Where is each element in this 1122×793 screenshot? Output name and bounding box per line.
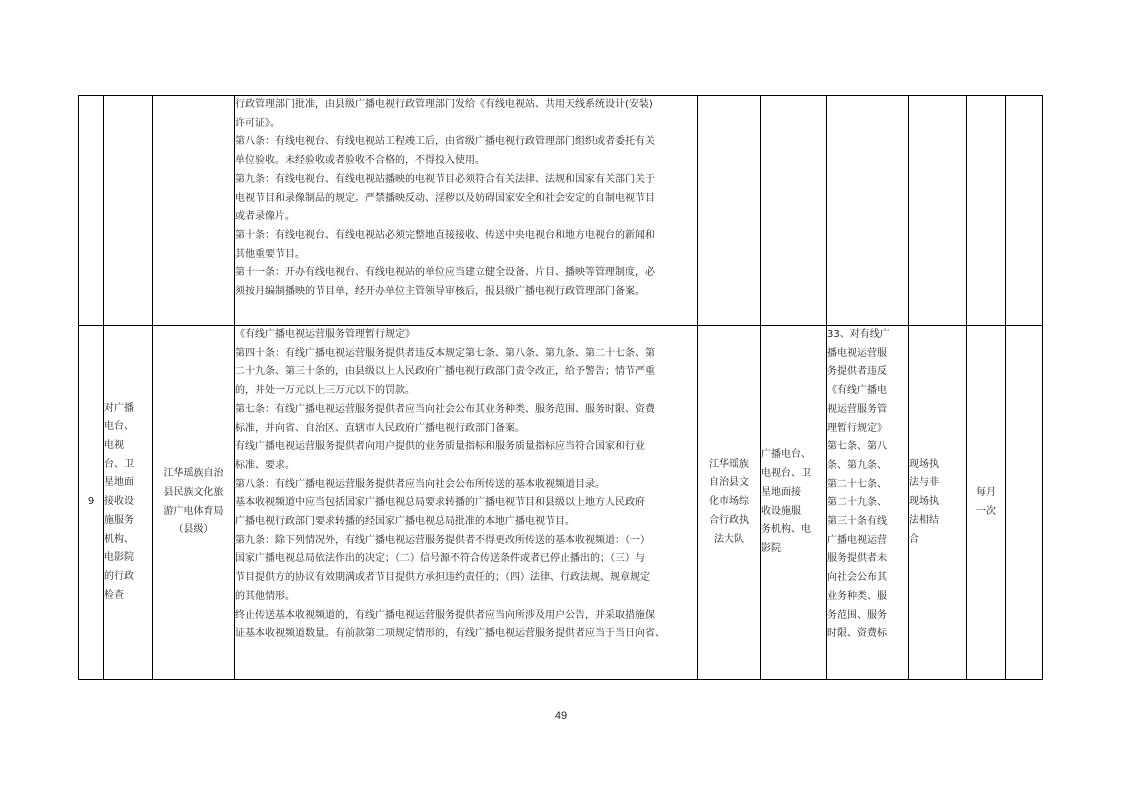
text-line: 对广播 bbox=[104, 402, 134, 414]
inspection-method bbox=[909, 326, 967, 680]
law-text bbox=[235, 326, 698, 680]
text-line: 第八条：有线电视台、有线电视站工程竣工后，由省级广播电视行政管理部门组织或者委托有关 bbox=[235, 136, 655, 148]
text-line: 第十条：有线电视台、有线电视站必须完整地直接接收、传送中央电视台和地方电视台的新闻和 bbox=[235, 229, 655, 241]
text-line: 须按月编制播映的节目单，经开办单位主管领导审核后，报县级广播电视行政管理部门备案。 bbox=[235, 286, 645, 298]
text-line: 每月 bbox=[976, 486, 996, 498]
inspection-target bbox=[761, 326, 827, 680]
text-line: 游广电体育局 bbox=[163, 505, 224, 517]
text-line: 向社会公布其 bbox=[827, 572, 887, 584]
text-line: 标准、要求。 bbox=[235, 459, 295, 471]
text-line: 《有线广播电视运营服务管理暂行规定》 bbox=[235, 329, 415, 340]
text-line: 电视节目和录像制品的规定。严禁播映反动、淫秽以及妨碍国家安全和社会安定的自制电视节目 bbox=[235, 192, 655, 204]
text-line: 现场执 bbox=[909, 496, 939, 508]
text-line: 务机构、电 bbox=[761, 524, 811, 536]
item-name-cell bbox=[104, 96, 153, 326]
text-line: 终止传送基本收视频道的，有线广播电视运营服务提供者应当向所涉及用户公告，并采取措施保 bbox=[235, 609, 655, 621]
text-line: 有线广播电视运营服务提供者向用户提供的业务质量指标和服务质量指标应当符合国家和行业 bbox=[235, 441, 645, 453]
text-line: 国家广播电视总局依法作出的决定；（二）信号源不符合传送条件或者已停止播出的；（三）与 bbox=[235, 553, 645, 565]
text-line: 法相结 bbox=[909, 514, 939, 526]
text-line: 江华瑶族自治 bbox=[163, 468, 224, 480]
text-line: 施服务 bbox=[104, 514, 134, 526]
text-line: 播电视运营服 bbox=[827, 347, 887, 359]
text-line: 电视 bbox=[104, 440, 124, 452]
text-line: 的其他情形。 bbox=[235, 590, 295, 602]
text-line: 合行政执 bbox=[709, 514, 749, 526]
text-line: 合 bbox=[909, 533, 919, 545]
text-line: 业务种类、服 bbox=[827, 590, 887, 602]
text-line: 机构、 bbox=[104, 533, 134, 545]
text-line: 广播电台、 bbox=[761, 449, 811, 461]
text-line: 的，并处一万元以上三万元以下的罚款。 bbox=[235, 385, 415, 397]
department-cell bbox=[153, 96, 235, 326]
text-line: 的行政 bbox=[104, 570, 134, 582]
page-number: 49 bbox=[554, 710, 568, 722]
text-line: 标准，并向省、自治区、直辖市人民政府广播电视行政部门备案。 bbox=[235, 422, 525, 434]
text-line: 电影院 bbox=[104, 552, 134, 564]
text-line: 化市场综 bbox=[709, 496, 749, 508]
basis-cell bbox=[827, 96, 909, 326]
text-line: 务范围、服务 bbox=[827, 609, 887, 621]
text-line: 第十一条：开办有线电视台、有线电视站的单位应当建立健全设备、片目、播映等管理制度，必 bbox=[235, 267, 655, 279]
text-line: 第七条、第八 bbox=[827, 441, 887, 453]
text-line: 电视台、卫 bbox=[761, 468, 811, 480]
text-line: 广播电视运营 bbox=[827, 534, 887, 546]
text-line: 证基本收视频道数量。有前款第二项规定情形的，有线广播电视运营服务提供者应当于当日向省、 bbox=[235, 628, 665, 640]
text-line: 检查 bbox=[104, 589, 124, 601]
text-line: 许可证》。 bbox=[235, 117, 280, 129]
text-line: 其他重要节目。 bbox=[235, 248, 305, 260]
text-line: 法与非 bbox=[909, 477, 939, 489]
text-line: 电台、 bbox=[104, 421, 134, 433]
table-row-item-9 bbox=[79, 326, 1043, 680]
number-cell bbox=[79, 96, 104, 326]
text-line: 第二十七条、 bbox=[827, 478, 887, 490]
text-line: 第九条：有线电视台、有线电视站播映的电视节目必须符合有关法律、法规和国家有关部门关于 bbox=[235, 173, 655, 185]
text-line: 条、第九条、 bbox=[827, 459, 887, 471]
text-line: 星地面接 bbox=[761, 486, 801, 498]
text-line: 《有线广播电 bbox=[827, 385, 887, 397]
text-line: 第八条：有线广播电视运营服务提供者应当向社会公布所传送的基本收视频道目录。 bbox=[235, 478, 605, 490]
text-line: 第二十九条、 bbox=[827, 497, 887, 509]
text-line: 第三十条有线 bbox=[827, 516, 887, 528]
text-line: 33、对有线广 bbox=[827, 329, 890, 340]
text-line: 法大队 bbox=[714, 533, 744, 545]
text-line: 影院 bbox=[761, 542, 781, 554]
text-line: 服务提供者未 bbox=[827, 553, 887, 565]
law-text-cell bbox=[235, 96, 698, 326]
text-line: 或者录像片。 bbox=[235, 211, 295, 223]
text-line: （县级） bbox=[173, 524, 214, 536]
text-line: 台、卫 bbox=[104, 458, 134, 470]
text-line: 第四十条：有线广播电视运营服务提供者违反本规定第七条、第八条、第九条、第二十七条、第 bbox=[235, 347, 655, 359]
responsible-department bbox=[153, 326, 235, 680]
text-line: 广播电视行政部门要求转播的经国家广播电视总局批准的本地广播电视节目。 bbox=[235, 516, 575, 528]
remark-cell bbox=[1006, 96, 1043, 326]
text-line: 单位验收。未经验收或者验收不合格的，不得投入使用。 bbox=[235, 155, 485, 167]
text-line: 理暂行规定》 bbox=[827, 422, 887, 434]
table-row-continuation bbox=[79, 96, 1043, 326]
enforcement-agency bbox=[698, 326, 761, 680]
text-line: 一次 bbox=[976, 505, 996, 517]
text-line: 星地面 bbox=[104, 477, 134, 489]
text-line: 接收设 bbox=[104, 496, 134, 508]
text-line: 务提供者违反 bbox=[827, 366, 887, 378]
text-line: 自治县文 bbox=[709, 477, 749, 489]
inspection-basis bbox=[827, 326, 909, 680]
text-line: 时限、资费标 bbox=[827, 628, 887, 640]
method-cell bbox=[909, 96, 967, 326]
frequency-cell bbox=[967, 96, 1006, 326]
text-line: 二十九条、第三十条的，由县级以上人民政府广播电视行政部门责令改正，给予警告；情节严重 bbox=[235, 366, 655, 378]
enforcer-cell bbox=[698, 96, 761, 326]
text-line: 节目提供方的协议有效期满或者节目提供方承担违约责任的；（四）法律、行政法规、规章规定 bbox=[235, 572, 650, 584]
text-line: 行政管理部门批准，由县级广播电视行政管理部门发给《有线电视站、共用天线系统设计(安装) bbox=[235, 99, 653, 110]
item-name bbox=[104, 326, 153, 680]
text-line: 江华瑶族 bbox=[709, 458, 749, 470]
target-cell bbox=[761, 96, 827, 326]
text-line: 视运营服务管 bbox=[827, 403, 887, 415]
text-line: 县民族文化旅 bbox=[163, 486, 224, 498]
inspection-table bbox=[78, 95, 1043, 680]
text-line: 基本收视频道中应当包括国家广播电视总局要求转播的广播电视节目和县级以上地方人民政府 bbox=[235, 497, 645, 509]
text-line: 第九条：除下列情况外，有线广播电视运营服务提供者不得更改所传送的基本收视频道：（一） bbox=[235, 534, 650, 546]
text-line: 收设施服 bbox=[761, 505, 801, 517]
inspection-frequency bbox=[967, 326, 1006, 680]
text-line: 现场执 bbox=[909, 458, 939, 470]
remark bbox=[1006, 326, 1043, 680]
text-line: 第七条：有线广播电视运营服务提供者应当向社会公布其业务种类、服务范围、服务时限、资费 bbox=[235, 403, 655, 415]
item-number: 9 bbox=[79, 326, 104, 680]
